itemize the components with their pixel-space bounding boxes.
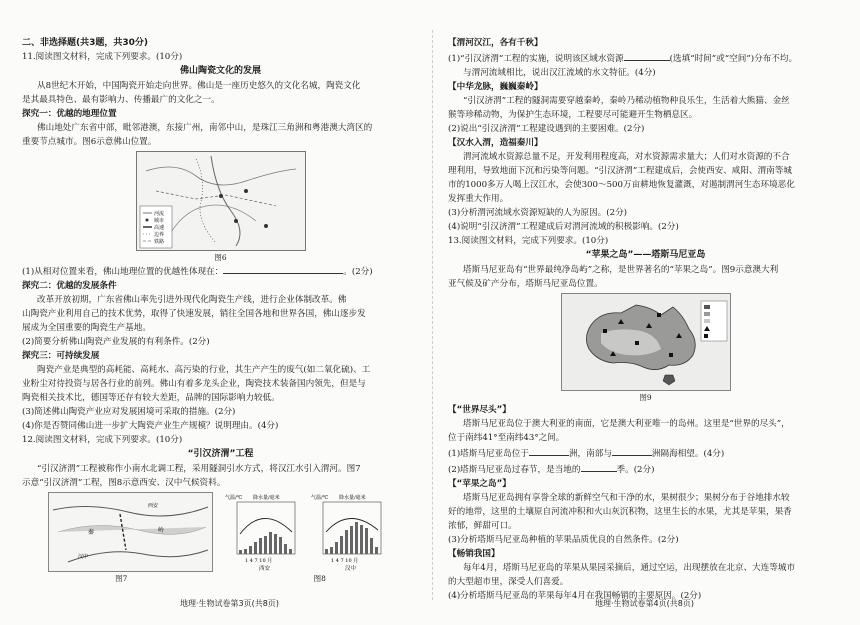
temp-axis-label-1: 气温/℃ [225,495,243,501]
q11-paragraph-3b: 山陶瓷产业利用自己的技术优势，取得了快速发展，销往全国各地和世界各国，佛山逐步发 [22,309,366,319]
q11-question-2: (2)简要分析佛山陶瓷产业发展的有利条件。(2分) [22,337,210,347]
yinhan-jiwei-map [48,492,213,572]
legend-river: 河流 [153,211,164,217]
heading-weihe-hanjiang: 【渭河汉江，各有千秋】 [448,38,543,48]
q13-paragraph-3b: 好的地带，这里的土壤原自河流冲积和火山灰沉积物，这里生长的水果，尤其是苹果，果香 [448,507,792,517]
q11-paragraph-2b: 重要节点城市。图6示意佛山位置。 [22,137,157,147]
q11-question-3: (3)简述佛山陶瓷产业应对发展困境可采取的措施。(2分) [22,407,236,417]
figure-6 [22,151,419,251]
heading-world-end: 【“世界尽头”】 [448,405,511,415]
xian-climate-chart [237,502,295,554]
q11-paragraph-1a: 从8世纪木开始，中国陶瓷开始走向世界。佛山是一座历史悠久的文化名城，陶瓷文化 [37,81,361,91]
foshan-location-map [136,151,306,251]
q12-q1-text: (1)“引汉济渭”工程的实施，说明该区域水资源 [448,54,624,64]
answer-blank[interactable] [223,263,343,274]
legend-highway: 高速 [153,225,164,231]
q13-paragraph-3a: 塔斯马尼亚岛拥有享誉全球的新鲜空气和干净的水，果树很少；果树分布于谷地排水较 [463,493,790,503]
q13-title: “苹果之岛”——塔斯马尼亚岛 [585,250,706,260]
q12-paragraph-3b: 理利用，导致地面下沉和污染等问题。“引汉济渭”工程建成后，会使西安、咸阳、渭南等城 [448,166,792,176]
q11-paragraph-4a: 陶瓷产业是典型的高耗能、高耗水、高污染的行业，其生产产生的废气(如二氧化硫)、工 [37,365,371,375]
figure-9 [448,293,843,391]
answer-blank-neighbor[interactable] [612,445,652,456]
q12-paragraph-1b: 示意“引汉济渭”工程，图8示意西安、汉中气候资料。 [22,478,226,488]
right-page [448,36,843,601]
precip-axis-label-1: 降水量/毫米 [253,495,280,501]
q12-question-2: (2)说出“引汉济渭”工程建设遇到的主要困难。(2分) [448,124,645,134]
q12-question-1b: 与渭河流域相比，说出汉江流域的水文特征。(4分) [463,68,656,78]
heading-best-seller: 【畅销我国】 [448,549,500,559]
figures-7-8 [22,492,419,572]
left-page [22,36,419,596]
map-label-hanzhong: 汉中 [78,554,89,560]
q12-q1-tail: (选填“时间”或“空间”)分布不均。 [669,54,798,64]
section-title: 二、非选择题(共3题，共30分) [22,38,149,48]
qinling-label-1: 秦 [88,529,95,536]
q13-paragraph-1a: 塔斯马尼亚岛有“世界最纯净岛屿”之称，是世界著名的“苹果之岛”。图9示意澳大利 [463,265,779,275]
q13-intro: 13.阅读图文材料，完成下列要求。(10分) [448,236,609,246]
q12-paragraph-2b: 猴等珍稀动物，为保护生态环境，工程要尽可能避开生物栖息区。 [448,110,698,120]
q13-q1-part-a: (1)塔斯马尼亚岛位于 [448,449,529,459]
chart-label-hanzhong: 汉中 [345,566,357,572]
q13-paragraph-3c: 浓郁，鲜甜可口。 [448,521,517,531]
legend-boundary: 边界 [153,232,164,238]
q13-paragraph-1b: 亚气候及矿产分布，塔斯马尼亚岛位置。 [448,279,603,289]
figure-8-caption: 图8 [313,574,326,583]
left-page-footer: 地理·生物试卷第3页(共8页) [180,599,279,608]
month-axis-2: 1 4 7 10 月 [331,558,359,564]
figure-9-caption: 图9 [639,393,652,402]
legend-city: 城市 [153,218,164,224]
q12-question-4: (4)说明“引汉济渭”工程建成后对渭河流域的积极影响。(2分) [448,222,679,232]
q11-paragraph-1b: 是其最具特色、最有影响力、传播最广的文化之一。 [22,95,220,105]
q11-q1-text: (1)从相对位置来看，佛山地理位置的优越性体现在： [22,267,224,277]
heading-apple-island: 【“苹果之岛”】 [448,479,511,489]
q11-paragraph-3c: 展成为全国重要的陶瓷生产基地。 [22,323,151,333]
q12-title: “引汉济渭”工程 [187,449,254,459]
legend-railway: 铁路 [153,239,164,245]
page-divider [432,30,433,600]
q12-intro: 12.阅读图文材料，完成下列要求。(10分) [22,435,183,445]
australia-map [561,293,731,391]
q11-question-4: (4)你是否赞同佛山进一步扩大陶瓷产业生产规模？说明理由。(4分) [22,421,279,431]
figure-7-8-captions [22,574,419,584]
q12-paragraph-2a: “引汉济渭”工程的隧洞需要穿越秦岭，秦岭乃稀动植物种良乐生，生活着大熊猫、金丝 [463,96,790,106]
q12-question-1a [448,50,843,66]
q11-paragraph-4c: 陶瓷相关技术比，德国等还存有较大差距，品牌的国际影响力较低。 [22,393,280,403]
heading-hanshui-rujiang: 【汉水入渭，造福秦川】 [448,138,543,148]
q11-question-1 [22,263,419,279]
explore-1-heading: 探究一：优越的地理位置 [22,109,117,119]
q12-paragraph-1a: “引汉济渭”工程被称作小南水北调工程，采用隧洞引水方式，将汉江水引入渭河。图7 [37,464,361,474]
map-label-xian: 西安 [148,503,159,509]
q11-paragraph-3a: 改革开放初期，广东省佛山率先引进外现代化陶瓷生产线，进行企业体制改革。佛 [37,295,347,305]
q12-paragraph-3c: 市的1000多万人喝上汉江水，会使300～500万亩耕地恢复灌溉，对遏制渭河生态环境恶化 [448,180,795,190]
q11-title: 佛山陶瓷文化的发展 [179,66,261,76]
q13-paragraph-4b: 的大型超市里，深受人们喜爱。 [448,577,569,587]
precip-axis-label-2: 降水量/毫米 [339,495,366,501]
explore-2-heading: 探究二：优越的发展条件 [22,281,117,291]
answer-blank[interactable] [624,50,670,61]
q12-question-3: (3)分析渭河流域水资源短缺的人为原因。(2分) [448,208,628,218]
q13-paragraph-4a: 每年4月，塔斯马尼亚岛的苹果从果园采摘后，通过空运，出现摆放在北京、大连等城市 [463,563,796,573]
q13-question-3: (3)分析塔斯马尼亚岛种植的苹果品质优良的自然条件。(2分) [448,535,679,545]
climate-charts [223,492,393,572]
heading-qinling: 【中华龙脉，巍巍秦岭】 [448,82,543,92]
qinling-label-2: 岭 [158,527,165,534]
q12-paragraph-3a: 渭河流域水资源总量不足，开发利用程度高，对水资源需求量大；人们对水资源的不合 [463,152,790,162]
q11-q1-score: 。(2分) [343,267,373,277]
q13-question-2 [448,461,843,477]
answer-blank-season[interactable] [581,461,617,472]
chart-label-xian: 西安 [259,566,271,572]
q11-intro: 11.阅读图文材料，完成下列要求。(10分) [22,52,183,62]
figure-7-caption: 图7 [115,574,128,583]
q13-question-4: (4)分析塔斯马尼亚岛的苹果每年4月在我国畅销的主要原因。(2分) [448,591,702,601]
q13-paragraph-2b: 位于南纬41°至南纬43°之间。 [448,433,565,443]
q13-paragraph-2a: 塔斯马尼亚岛位于澳大利亚的南面，它是澳大利亚唯一的岛州。这里是“世界的尽头”， [463,419,790,429]
q13-q1-part-b: 洲，南部与 [568,449,612,459]
month-axis-1: 1 4 7 10 月 [245,558,273,564]
hanzhong-climate-chart [323,502,381,554]
q13-q1-part-c: 洲隔海相望。(4分) [651,449,725,459]
q13-q2-part-a: (2)塔斯马尼亚岛过春节，是当地的 [448,465,581,475]
q13-q2-part-b: 季。(2分) [616,465,655,475]
temp-axis-label-2: 气温/℃ [311,495,329,501]
q13-question-1 [448,445,843,461]
q11-paragraph-4b: 业粉尘对待投资与居各行业的前列。佛山有着多龙头企业，陶瓷技术装备国内领先，但是与 [22,379,366,389]
q11-paragraph-2a: 佛山地处广东省中部，毗邻港澳，东接广州，南邻中山，是珠江三角洲和粤港澳大湾区的 [37,123,373,133]
explore-3-heading: 探究三：可持续发展 [22,351,100,361]
answer-blank-continent[interactable] [529,445,569,456]
right-page-footer: 地理·生物试卷第4页(共8页) [595,599,694,608]
figure-6-caption: 图6 [214,253,227,262]
q12-paragraph-3d: 发挥重大作用。 [448,194,509,204]
